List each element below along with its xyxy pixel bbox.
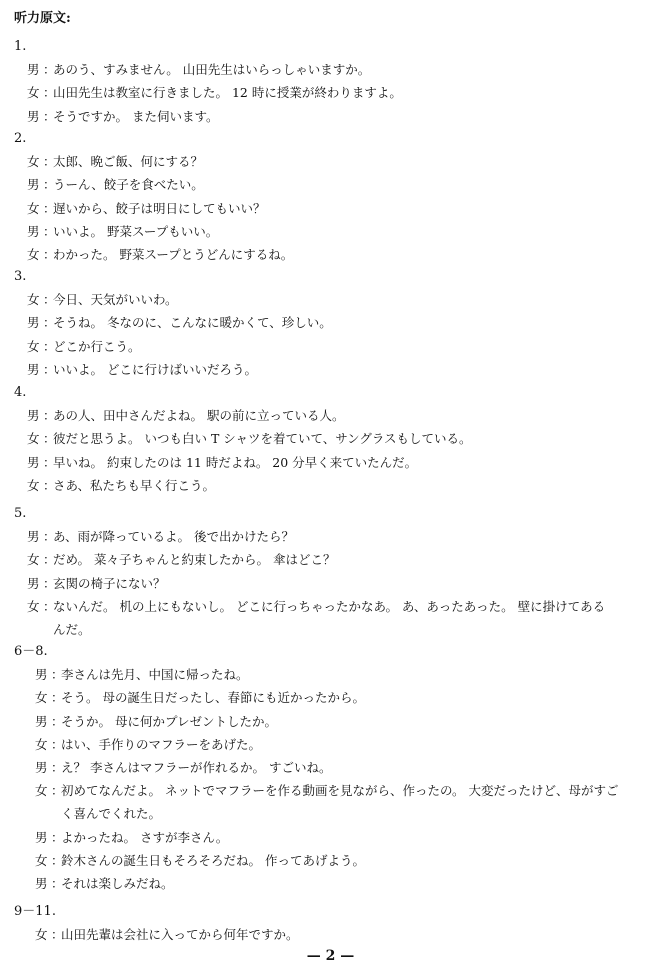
speaker-label: 男 <box>27 454 40 470</box>
speaker-colon: ： <box>51 876 64 891</box>
speaker-colon: ： <box>51 736 64 752</box>
utterance-continuation: んだ。 <box>53 622 91 637</box>
speaker-colon: ： <box>43 477 56 493</box>
speaker-colon: ： <box>43 575 56 591</box>
speaker-colon: ： <box>43 431 56 447</box>
utterance-text: あのう、すみません。 山田先生はいらっしゃいますか。 <box>53 62 371 78</box>
speaker-label: 女 <box>27 292 40 308</box>
speaker-label: 男 <box>35 667 48 683</box>
speaker-label: 男 <box>27 315 40 331</box>
speaker-label: 男 <box>35 760 48 775</box>
speaker-label: 女 <box>27 85 40 101</box>
utterance-text: あの人、田中さんだよね。 駅の前に立っている人。 <box>53 408 345 424</box>
speaker-colon: ： <box>51 783 64 799</box>
utterance-text: 初めてなんだよ。 ネットでマフラーを作る動画を見ながら、作ったの。 大変だったけど、母がすご <box>61 783 619 799</box>
speaker-colon: ： <box>43 108 56 124</box>
utterance-text: え？ 李さんはマフラーが作れるか。 すごいね。 <box>61 760 332 775</box>
speaker-label: 女 <box>35 736 48 752</box>
utterance-text: 早いね。 約束したのは 11 時だよね。 20 分早く来ていたんだ。 <box>53 454 418 470</box>
speaker-colon: ： <box>43 85 56 101</box>
utterance-text: 太郎、晩ご飯、何にする？ <box>53 154 204 170</box>
section-number: 5. <box>14 506 27 521</box>
speaker-colon: ： <box>43 315 56 331</box>
utterance-text: さあ、私たちも早く行こう。 <box>53 477 216 493</box>
speaker-colon: ： <box>43 292 56 308</box>
speaker-label: 女 <box>35 690 48 706</box>
utterance-text: いいよ。 野菜スープもいい。 <box>53 223 219 239</box>
utterance-text: よかったね。 さすが李さん。 <box>61 829 229 845</box>
utterance-text: 山田先生は教室に行きました。 12 時に授業が終わりますよ。 <box>53 85 402 101</box>
speaker-label: 女 <box>35 783 48 799</box>
speaker-colon: ： <box>43 529 56 545</box>
speaker-label: 男 <box>27 62 40 78</box>
utterance-text: わかった。 野菜スープとうどんにするね。 <box>53 247 294 262</box>
page-number: — 2 — <box>306 948 355 964</box>
speaker-colon: ： <box>43 598 56 614</box>
utterance-text: そう。 母の誕生日だったし、春節にも近かったから。 <box>61 690 365 706</box>
speaker-label: 女 <box>27 477 40 493</box>
speaker-label: 男 <box>27 177 40 193</box>
speaker-colon: ： <box>43 247 56 262</box>
speaker-label: 女 <box>27 200 40 216</box>
utterance-text: 鈴木さんの誕生日もそろそろだね。 作ってあげよう。 <box>61 852 365 868</box>
speaker-label: 女 <box>27 431 40 447</box>
speaker-colon: ： <box>51 852 64 868</box>
speaker-colon: ： <box>43 454 56 470</box>
speaker-colon: ： <box>43 200 56 216</box>
section-number: 4. <box>14 385 27 400</box>
speaker-colon: ： <box>51 760 64 775</box>
speaker-colon: ： <box>43 62 56 78</box>
utterance-text: そうか。 母に何かプレゼントしたか。 <box>61 713 277 729</box>
section-number: 3. <box>14 269 27 284</box>
speaker-colon: ： <box>43 552 56 568</box>
speaker-label: 男 <box>27 223 40 239</box>
speaker-colon: ： <box>43 177 56 193</box>
section-number: 1. <box>14 39 27 54</box>
speaker-label: 男 <box>27 408 40 424</box>
speaker-label: 男 <box>27 108 40 124</box>
utterance-text: 玄関の椅子にない？ <box>53 575 166 591</box>
speaker-label: 女 <box>27 598 40 614</box>
document-heading: 听力原文: <box>14 11 71 26</box>
speaker-label: 女 <box>27 154 40 170</box>
speaker-colon: ： <box>51 667 64 683</box>
utterance-text: それは楽しみだね。 <box>61 876 174 891</box>
utterance-text: あ、雨が降っているよ。 後で出かけたら？ <box>53 529 294 545</box>
utterance-text: ないんだ。 机の上にもないし。 どこに行っちゃったかなあ。 あ、あったあった。 壁に掛けてある <box>53 598 606 614</box>
utterance-text: 李さんは先月、中国に帰ったね。 <box>61 667 249 683</box>
speaker-label: 男 <box>27 361 40 377</box>
utterance-text: そうね。 冬なのに、こんなに暖かくて、珍しい。 <box>53 315 332 331</box>
utterance-text: 山田先輩は会社に入ってから何年ですか。 <box>61 927 299 943</box>
utterance-text: どこか行こう。 <box>53 338 141 354</box>
speaker-label: 女 <box>35 927 48 943</box>
speaker-colon: ： <box>51 829 64 845</box>
speaker-label: 男 <box>35 713 48 729</box>
speaker-label: 女 <box>35 852 48 868</box>
speaker-label: 女 <box>27 552 40 568</box>
utterance-text: 遅いから、餃子は明日にしてもいい？ <box>53 200 266 216</box>
speaker-colon: ： <box>43 223 56 239</box>
speaker-label: 男 <box>35 829 48 845</box>
speaker-label: 男 <box>27 529 40 545</box>
utterance-text: 彼だと思うよ。 いつも白い T シャツを着ていて、サングラスもしている。 <box>53 431 472 447</box>
utterance-continuation: く喜んでくれた。 <box>61 806 162 822</box>
section-number: 6－8. <box>14 644 48 659</box>
utterance-text: だめ。 菜々子ちゃんと約束したから。 傘はどこ？ <box>53 552 336 568</box>
speaker-colon: ： <box>43 154 56 170</box>
speaker-colon: ： <box>43 408 56 424</box>
speaker-label: 女 <box>27 247 40 262</box>
section-number: 9－11. <box>14 904 56 919</box>
speaker-colon: ： <box>51 713 64 729</box>
utterance-text: はい、手作りのマフラーをあげた。 <box>61 736 262 752</box>
utterance-text: そうですか。 また伺います。 <box>53 108 219 124</box>
speaker-colon: ： <box>51 690 64 706</box>
speaker-label: 女 <box>27 338 40 354</box>
utterance-text: うーん、餃子を食べたい。 <box>53 177 204 193</box>
section-number: 2. <box>14 131 27 146</box>
speaker-colon: ： <box>51 927 64 943</box>
speaker-label: 男 <box>35 876 48 891</box>
speaker-label: 男 <box>27 575 40 591</box>
utterance-text: 今日、天気がいいわ。 <box>53 292 178 308</box>
speaker-colon: ： <box>43 361 56 377</box>
speaker-colon: ： <box>43 338 56 354</box>
utterance-text: いいよ。 どこに行けばいいだろう。 <box>53 361 257 377</box>
